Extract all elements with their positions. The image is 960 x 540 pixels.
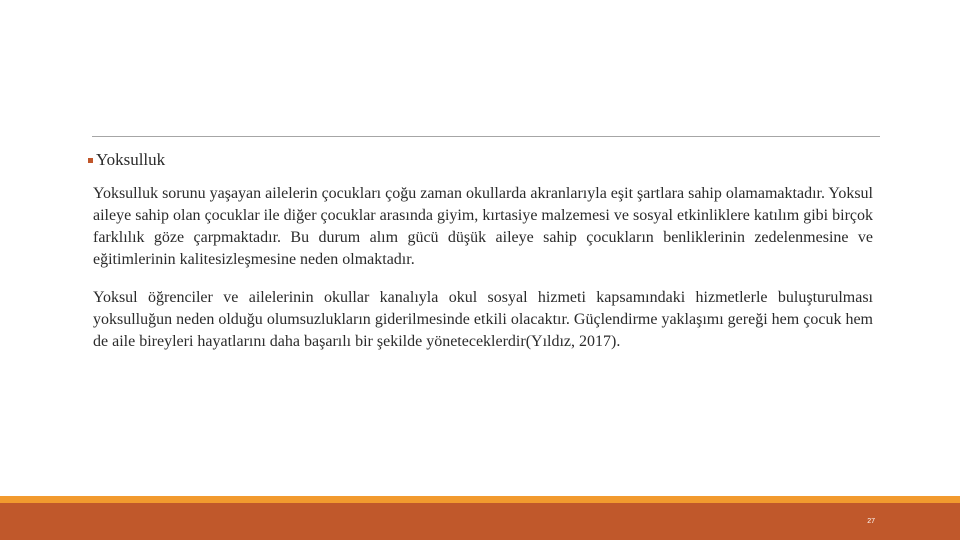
page-number: 27 — [867, 518, 875, 525]
square-bullet-icon — [88, 158, 93, 163]
footer-accent-stripe — [0, 496, 960, 503]
slide-heading — [88, 149, 165, 171]
paragraph-1: Yoksulluk sorunu yaşayan ailelerin çocukları çoğu zaman okullarda akranlarıyla eşit şartlara sahip olamamaktadır. Yoksul aileye sahip olan çocuklar ile diğer çocuklar arasında giyim, kırtasiye malzemesi ve sosyal etkinliklere katılım gibi birçok farklılık göze çarpmaktadır. Bu durum alım gücü düşük aileye sahip çocukların benliklerinin zedelenmesine ve eğitimlerinin kalitesizleşmesine neden olmaktadır. — [93, 185, 873, 268]
heading-text: Yoksulluk — [96, 150, 166, 169]
slide-body — [93, 183, 873, 369]
paragraph-2: Yoksul öğrenciler ve ailelerinin okullar kanalıyla okul sosyal hizmeti kapsamındaki hizmetlerle buluşturulması yoksulluğun neden olduğu olumsuzlukların giderilmesinde etkili olacaktır. Güçlendirme yaklaşımı gereği hem çocuk hem de aile bireyleri hayatlarını daha başarılı bir şekilde yöneteceklerdir(Yıldız, 2017). — [93, 289, 873, 350]
header-divider — [92, 136, 880, 137]
footer-bar — [0, 503, 960, 540]
